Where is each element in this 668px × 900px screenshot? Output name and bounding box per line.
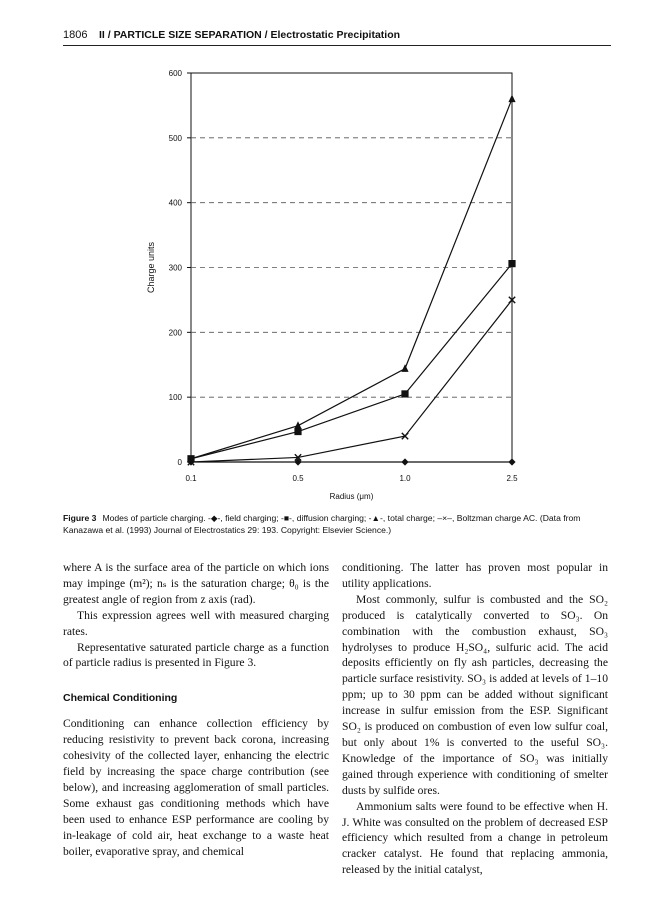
paragraph: conditioning. The latter has proven most popular in utility applications.: [342, 561, 608, 590]
running-head: II / PARTICLE SIZE SEPARATION / Electrostatic Precipitation: [99, 29, 401, 41]
paragraph: Most commonly, sulfur is combusted and the SO₂ produced is catalytically converted to SO₃. On combination with the combustion exhaust, SO₃ hydrolyses to produce H₂SO₄, sulfuric acid. The acid deposits efficiently on fly ash particles, decreasing the particle surface resistivity. SO₃ is added at levels of 1–10 ppm; up to 30 ppm can be added without significant increase in sulfur emission from the ESP. Significant SO₂ is produced on combustion of even low sulfur coal, but only about 1% is converted to the useful SO₃. Knowledge of the importance of SO₃ was initially gained through experience with conditioning of smelter dusts by sulfide ores.: [342, 592, 608, 797]
y-tick-label: 400: [168, 198, 182, 208]
data-point-field-charging: [401, 458, 408, 465]
data-point-diffusion-charging: [294, 428, 301, 435]
y-tick-label: 300: [168, 263, 182, 273]
section-heading: Chemical Conditioning: [63, 692, 178, 705]
y-axis-label: Charge units: [146, 241, 156, 294]
page-number: 1806: [63, 29, 88, 41]
paragraph: Representative saturated particle charge as a function of particle radius is presented in Figure 3.: [63, 640, 329, 670]
paragraph: Ammonium salts were found to be effective when H. J. White was consulted on the problem of decreased ESP efficiency which resulted from a change in petroleum cracker catalyst. He found that replacing ammonia, released by the initial catalyst,: [342, 799, 608, 877]
x-tick-label: 0.1: [185, 474, 197, 483]
data-point-diffusion-charging: [508, 260, 515, 267]
page-header: [63, 29, 611, 45]
y-tick-label: 100: [168, 393, 182, 403]
y-tick-label: 200: [168, 328, 182, 338]
series-line-total-charge: [191, 99, 512, 459]
left-column: [63, 560, 329, 859]
x-axis-label: Radius (μm): [329, 492, 374, 501]
right-column: [342, 560, 608, 878]
paragraph: This expression agrees well with measured charging rates.: [63, 608, 329, 638]
y-tick-label: 0: [177, 458, 182, 467]
header-rule: [63, 45, 611, 46]
data-point-diffusion-charging: [401, 390, 408, 397]
figure-caption-text: Modes of particle charging. -◆-, field charging; -■-, diffusion charging; -▲-, total charge; –×–, Boltzman charge AC. (Data from Kanazawa et al. (1993) Journal of Electrostatics 29: 193. Copyright: Elsevier Science.): [63, 513, 581, 535]
y-tick-label: 600: [168, 69, 182, 78]
data-point-total-charge: [294, 421, 301, 429]
data-point-total-charge: [508, 95, 515, 103]
series-line-boltzman-charge-ac: [191, 300, 512, 462]
y-tick-label: 500: [168, 133, 182, 143]
data-point-total-charge: [401, 364, 408, 372]
paragraph: Conditioning can enhance collection efficiency by reducing resistivity to prevent back corona, increasing cohesivity of the collected layer, enhancing the electric field by increasing the space charge contribution (see below), and increasing agglomeration of small particles. Some exhaust gas conditioning methods which have been used to enhance ESP performance are cooling by in-leakage of cold air, heat exchange to a waste heat boiler, evaporative spray, and chemical: [63, 717, 329, 858]
x-tick-label: 1.0: [399, 474, 411, 483]
data-point-field-charging: [508, 458, 515, 465]
charge-chart: [140, 60, 530, 505]
x-tick-label: 2.5: [506, 474, 518, 483]
figure-label: Figure 3: [63, 513, 97, 523]
figure-caption: [63, 512, 611, 536]
paragraph: where A is the surface area of the particle on which ions may impinge (m²); nₛ is the saturation charge; θ₀ is the greatest angle of region from z axis (rad).: [63, 561, 329, 606]
x-tick-label: 0.5: [292, 474, 304, 483]
